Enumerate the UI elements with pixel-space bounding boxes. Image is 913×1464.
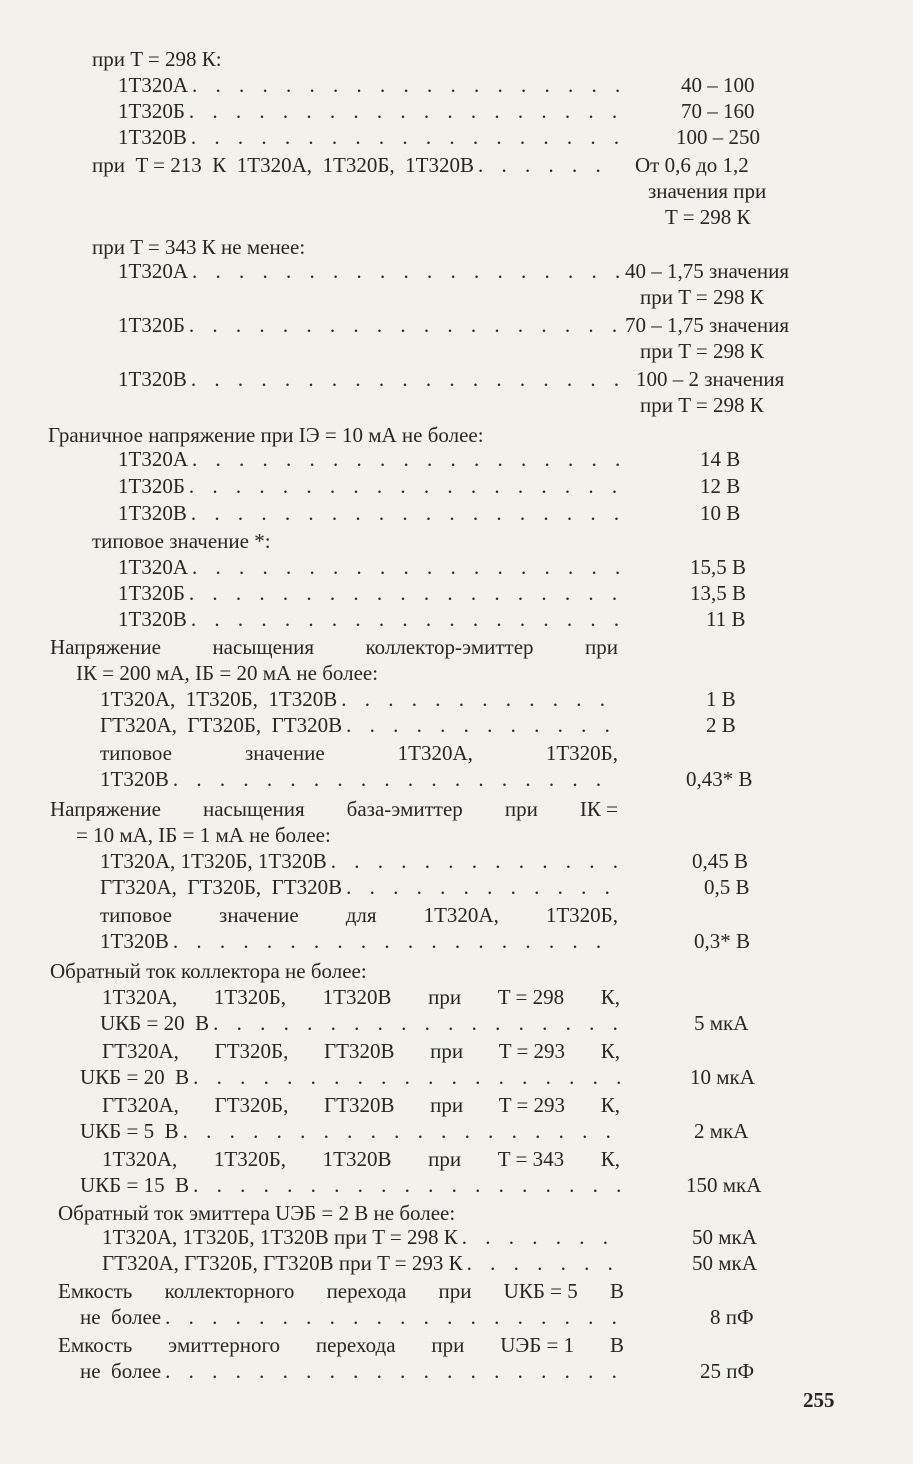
row-value: 10 мкА — [690, 1065, 755, 1089]
list-item — [80, 1172, 620, 1198]
row-value: 5 мкА — [694, 1011, 749, 1035]
row-label: 1Т320Б — [118, 99, 185, 123]
row-label: 1Т320А — [118, 447, 188, 471]
row-label: ГТ320А, ГТ320Б, ГТ320В при T = 293 К — [102, 1251, 463, 1275]
typical-heading: типовое значение *: — [92, 529, 271, 553]
leader-dots — [191, 366, 626, 392]
row-label: 1Т320В — [100, 767, 169, 791]
hfe-t298-header: при T = 298 К: — [92, 47, 222, 71]
list-item — [118, 366, 626, 392]
leader-dots — [346, 712, 620, 738]
leader-dots — [462, 1224, 620, 1250]
row-value: 40 – 1,75 значения — [625, 259, 790, 283]
row-value: 50 мкА — [692, 1251, 757, 1275]
row-label: UКБ = 15 В — [80, 1173, 190, 1197]
row-label: 1Т320А, 1Т320Б, 1Т320В — [100, 849, 327, 873]
leader-dots — [192, 554, 620, 580]
section-heading: Емкость эмиттерного перехода при UЭБ = 1 В — [58, 1333, 624, 1357]
leader-dots — [165, 1358, 620, 1384]
row-value: 10 В — [700, 501, 741, 525]
list-item — [92, 152, 620, 178]
row-value: 0,45 В — [692, 849, 749, 873]
row-value: 12 В — [700, 474, 741, 498]
row-value-cont: значения при — [648, 179, 767, 203]
row-value: 14 В — [700, 447, 741, 471]
row-label: при T = 213 К 1Т320А, 1Т320Б, 1Т320В — [92, 153, 474, 177]
list-item — [100, 874, 620, 900]
list-item — [80, 1304, 620, 1330]
list-item — [100, 686, 620, 712]
row-label: не более — [80, 1305, 162, 1329]
list-item — [102, 1250, 620, 1276]
section-heading: Граничное напряжение при IЭ = 10 мА не более: — [48, 423, 484, 447]
leader-dots — [173, 928, 620, 954]
row-label: 1Т320В — [118, 501, 187, 525]
list-item — [100, 1010, 620, 1036]
leader-dots — [341, 686, 620, 712]
leader-dots — [192, 446, 620, 472]
list-item — [100, 928, 620, 954]
row-value: 0,3* В — [694, 929, 751, 953]
row-value: 70 – 160 — [681, 99, 755, 123]
row-label: 1Т320В — [118, 607, 187, 631]
section-heading: Обратный ток коллектора не более: — [50, 959, 367, 983]
row-label: 1Т320А, 1Т320Б, 1Т320В при T = 298 К — [102, 1225, 458, 1249]
row-value: 25 пФ — [700, 1359, 755, 1383]
list-item — [118, 554, 620, 580]
list-item — [80, 1118, 620, 1144]
row-value: 2 мкА — [694, 1119, 749, 1143]
row-value: 2 В — [706, 713, 736, 737]
list-item — [118, 124, 620, 150]
row-value: 1 В — [706, 687, 736, 711]
list-item-line: 1Т320А, 1Т320Б, 1Т320В при T = 343 К, — [102, 1147, 620, 1171]
row-label: 1Т320А — [118, 259, 188, 283]
leader-dots — [191, 606, 620, 632]
row-value: 100 – 2 значения — [636, 367, 785, 391]
leader-dots — [183, 1118, 620, 1144]
list-item — [118, 258, 626, 284]
row-value-cont: при T = 298 К — [640, 339, 764, 363]
leader-dots — [478, 152, 620, 178]
row-label: UКБ = 20 В — [100, 1011, 210, 1035]
leader-dots — [191, 124, 620, 150]
leader-dots — [192, 72, 620, 98]
row-label: 1Т320Б — [118, 313, 185, 337]
leader-dots — [467, 1250, 620, 1276]
list-item-line: 1Т320А, 1Т320Б, 1Т320В при T = 298 К, — [102, 985, 620, 1009]
list-item — [118, 312, 626, 338]
list-item — [118, 606, 620, 632]
list-item — [100, 766, 620, 792]
row-label: ГТ320А, ГТ320Б, ГТ320В — [100, 713, 343, 737]
list-item — [118, 580, 620, 606]
section-heading: Емкость коллекторного перехода при UКБ = 5 В — [58, 1279, 624, 1303]
section-heading-cont: = 10 мА, IБ = 1 мА не более: — [76, 823, 331, 847]
row-value: 40 – 100 — [681, 73, 755, 97]
leader-dots — [165, 1304, 620, 1330]
leader-dots — [331, 848, 620, 874]
row-value: 8 пФ — [710, 1305, 754, 1329]
row-label: 1Т320А — [118, 555, 188, 579]
leader-dots — [189, 473, 620, 499]
list-item — [102, 1224, 620, 1250]
row-value: 0,5 В — [704, 875, 750, 899]
row-label: 1Т320Б — [118, 474, 185, 498]
row-value: От 0,6 до 1,2 — [635, 153, 749, 177]
section-heading: Напряжение насыщения база-эмиттер при IК = — [50, 797, 618, 821]
leader-dots — [213, 1010, 620, 1036]
list-item — [118, 72, 620, 98]
row-label: 1Т320В — [100, 929, 169, 953]
row-value-cont: при T = 298 К — [640, 393, 764, 417]
list-item — [100, 848, 620, 874]
row-label: 1Т320А, 1Т320Б, 1Т320В — [100, 687, 338, 711]
list-item — [118, 500, 620, 526]
row-value: 15,5 В — [690, 555, 747, 579]
row-value: 50 мкА — [692, 1225, 757, 1249]
row-value: 11 В — [706, 607, 746, 631]
row-value: 13,5 В — [690, 581, 747, 605]
list-item — [80, 1064, 620, 1090]
list-item — [118, 473, 620, 499]
list-item-line: ГТ320А, ГТ320Б, ГТ320В при T = 293 К, — [102, 1093, 620, 1117]
list-item-line: ГТ320А, ГТ320Б, ГТ320В при T = 293 К, — [102, 1039, 620, 1063]
row-label: не более — [80, 1359, 162, 1383]
leader-dots — [346, 874, 620, 900]
list-item — [118, 446, 620, 472]
leader-dots — [193, 1064, 620, 1090]
page-number: 255 — [803, 1388, 835, 1412]
row-label: 1Т320Б — [118, 581, 185, 605]
list-item — [118, 98, 620, 124]
row-value-cont: при T = 298 К — [640, 285, 764, 309]
list-item — [100, 712, 620, 738]
row-label: UКБ = 5 В — [80, 1119, 179, 1143]
list-item — [80, 1358, 620, 1384]
row-label: 1Т320А — [118, 73, 188, 97]
section-heading-cont: IК = 200 мА, IБ = 20 мА не более: — [76, 661, 379, 685]
section-heading: Напряжение насыщения коллектор-эмиттер при — [50, 635, 618, 659]
leader-dots — [192, 258, 626, 284]
leader-dots — [173, 766, 620, 792]
row-label: UКБ = 20 В — [80, 1065, 190, 1089]
row-value-cont: T = 298 К — [665, 205, 751, 229]
section-heading: Обратный ток эмиттера UЭБ = 2 В не более: — [58, 1201, 456, 1225]
row-value: 0,43* В — [686, 767, 753, 791]
typical-line: типовое значение для 1Т320А, 1Т320Б, — [100, 903, 618, 927]
row-label: ГТ320А, ГТ320Б, ГТ320В — [100, 875, 343, 899]
row-label: 1Т320В — [118, 125, 187, 149]
typical-line: типовое значение 1Т320А, 1Т320Б, — [100, 741, 618, 765]
leader-dots — [193, 1172, 620, 1198]
row-value: 150 мкА — [686, 1173, 762, 1197]
leader-dots — [189, 580, 620, 606]
row-label: 1Т320В — [118, 367, 187, 391]
leader-dots — [191, 500, 620, 526]
row-value: 100 – 250 — [676, 125, 760, 149]
hfe-t343-header: при T = 343 К не менее: — [92, 235, 306, 259]
row-value: 70 – 1,75 значения — [625, 313, 790, 337]
leader-dots — [189, 98, 620, 124]
leader-dots — [189, 312, 626, 338]
